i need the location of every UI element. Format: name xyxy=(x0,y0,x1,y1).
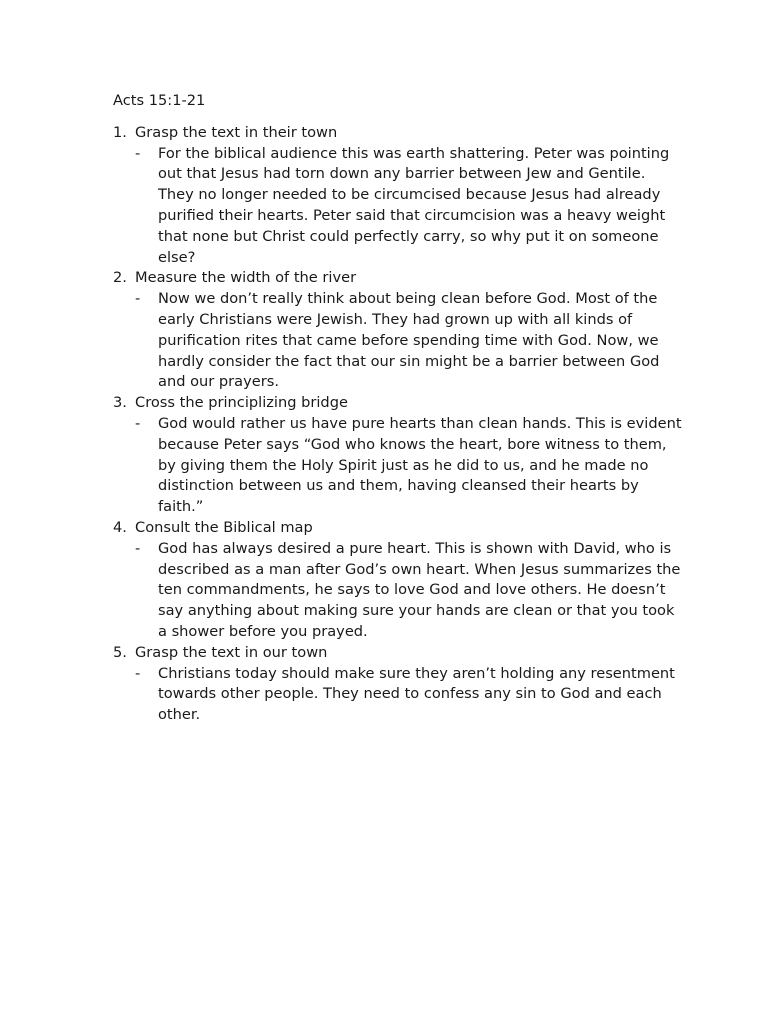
section-item xyxy=(113,393,683,518)
note-text: Now we don’t really think about being clean before God. Most of the early Christians were Jewish. They had grown up with all kinds of purification rites that came before spending time with God. Now, we hardly consider the fact that our sin might be a barrier between God and our prayers. xyxy=(158,290,660,391)
note-text: For the biblical audience this was earth shattering. Peter was pointing out that Jesus had torn down any barrier between Jew and Gentile. They no longer needed to be circumcised because Jesus had already purified their hearts. Peter said that circumcision was a heavy weight that none but Christ could perfectly carry, so why put it on someone else? xyxy=(158,144,670,266)
section-item xyxy=(113,268,683,393)
note-item xyxy=(135,289,683,393)
section-heading-text: Cross the principlizing bridge xyxy=(135,394,348,412)
section-number: 2. xyxy=(113,269,127,287)
section-heading-text: Grasp the text in their town xyxy=(135,123,338,141)
note-bullet: - xyxy=(135,414,141,432)
section-number: 5. xyxy=(113,643,127,661)
note-item xyxy=(135,539,683,643)
document-page xyxy=(113,91,683,726)
note-text: God has always desired a pure heart. This is shown with David, who is described as a man after God’s own heart. When Jesus summarizes the ten commandments, he says to love God and love others. He doesn’t say anything about making sure your hands are clean or that you took a shower before you prayed. xyxy=(158,539,681,640)
note-bullet: - xyxy=(135,664,141,682)
note-text: God would rather us have pure hearts than clean hands. This is evident because Peter says “God who knows the heart, bore witness to them, by giving them the Holy Spirit just as he did to us, and he made no distinction between us and them, having cleansed their hearts by faith.” xyxy=(158,414,682,516)
note-item xyxy=(135,144,683,269)
note-bullet: - xyxy=(135,290,141,308)
section-item xyxy=(113,643,683,726)
section-notes xyxy=(113,664,683,726)
section-list xyxy=(113,123,683,726)
section-notes xyxy=(113,289,683,393)
section-item xyxy=(113,123,683,269)
note-bullet: - xyxy=(135,539,141,557)
note-item xyxy=(135,664,683,726)
section-heading xyxy=(113,643,683,664)
section-heading xyxy=(113,268,683,289)
section-number: 4. xyxy=(113,518,127,536)
note-text: Christians today should make sure they aren’t holding any resentment towards other people. They need to confess any sin to God and each other. xyxy=(158,664,675,724)
note-item xyxy=(135,414,683,518)
section-heading-text: Grasp the text in our town xyxy=(135,643,328,661)
section-item xyxy=(113,518,683,643)
section-heading xyxy=(113,518,683,539)
document-title: Acts 15:1-21 xyxy=(113,92,206,109)
section-notes xyxy=(113,414,683,518)
section-notes xyxy=(113,539,683,643)
section-heading xyxy=(113,123,683,144)
section-heading-text: Measure the width of the river xyxy=(135,269,357,287)
section-number: 1. xyxy=(113,123,127,141)
section-heading xyxy=(113,393,683,414)
section-notes xyxy=(113,144,683,269)
section-number: 3. xyxy=(113,394,127,412)
note-bullet: - xyxy=(135,144,141,162)
section-heading-text: Consult the Biblical map xyxy=(135,518,313,536)
